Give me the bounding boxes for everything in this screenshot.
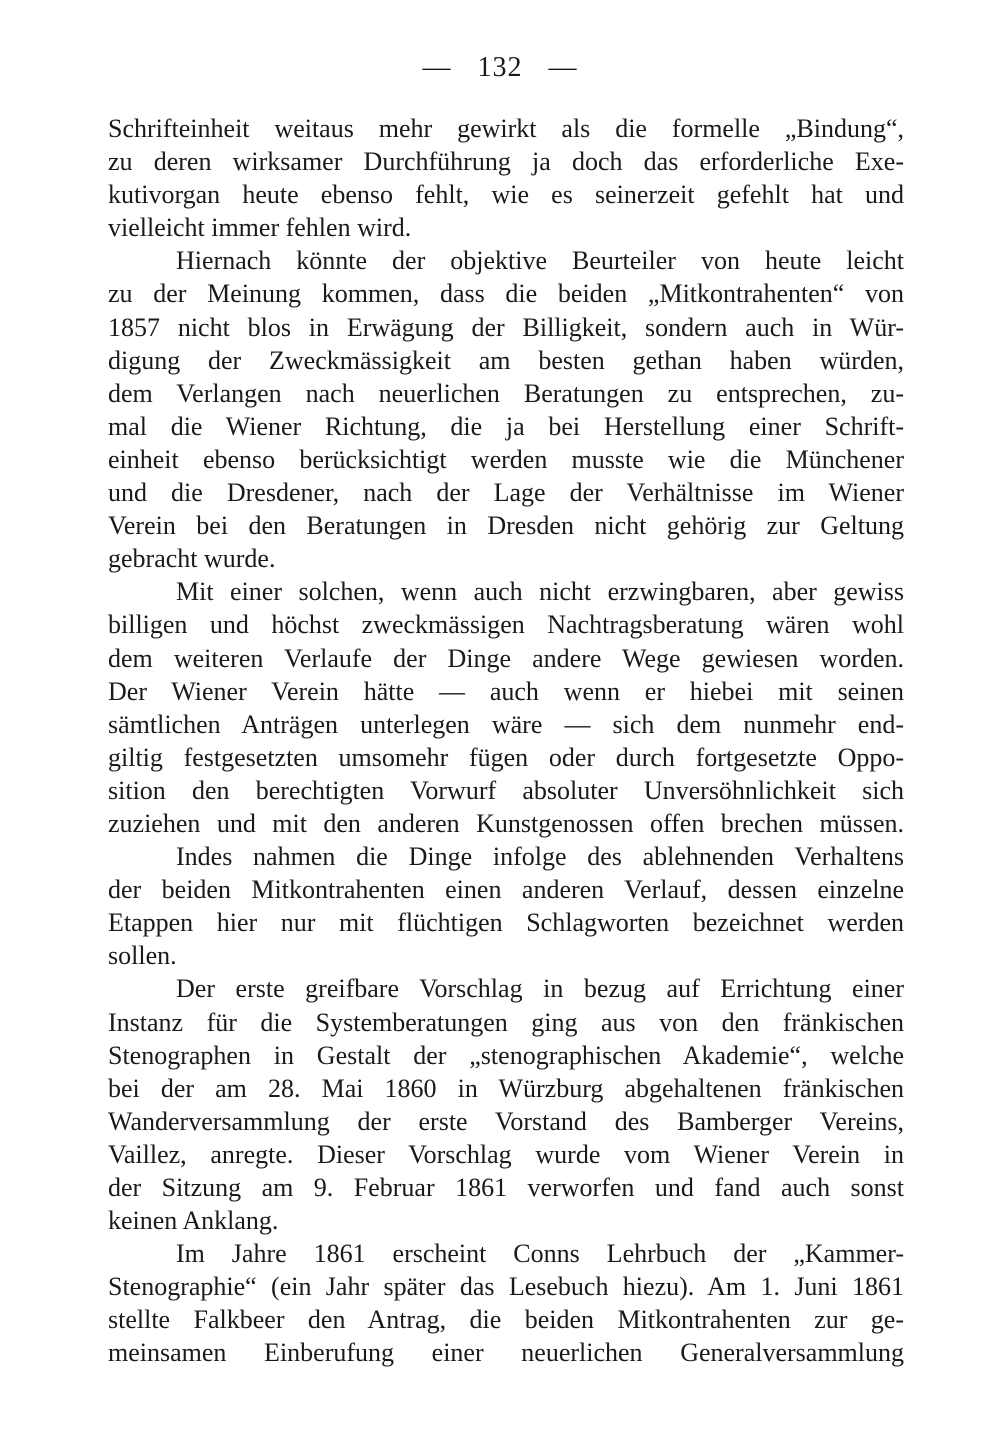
text-line: dem weiteren Verlaufe der Dinge andere Wege gewiesen worden.: [108, 643, 904, 673]
text-line: Der erste greifbare Vorschlag in bezug auf Errichtung einer: [176, 974, 904, 1004]
text-line: Wanderversammlung der erste Vorstand des Bamberger Vereins,: [108, 1106, 904, 1136]
text-line: dem Verlangen nach neuerlichen Beratungen zu entsprechen, zu-: [108, 378, 904, 408]
text-line: zu der Meinung kommen, dass die beiden „Mitkontrahenten“ von: [108, 279, 904, 309]
text-line: keinen Anklang.: [108, 1206, 279, 1236]
text-line: Etappen hier nur mit flüchtigen Schlagworten bezeichnet werden: [108, 908, 904, 938]
text-line: stellte Falkbeer den Antrag, die beiden Mitkontrahenten zur ge-: [108, 1305, 904, 1335]
text-line: vielleicht immer fehlen wird.: [108, 213, 412, 243]
text-line: sollen.: [108, 941, 177, 971]
page-number-value: 132: [477, 52, 523, 83]
text-line: der beiden Mitkontrahenten einen anderen Verlauf, dessen einzelne: [108, 875, 904, 905]
text-line: Der Wiener Verein hätte — auch wenn er hiebei mit seinen: [108, 676, 904, 706]
text-line: 1857 nicht blos in Erwägung der Billigkeit, sondern auch in Wür-: [108, 312, 904, 342]
text-line: zuziehen und mit den anderen Kunstgenossen offen brechen müssen.: [108, 808, 904, 838]
text-line: Instanz für die Systemberatungen ging aus von den fränkischen: [108, 1007, 904, 1037]
text-line: Stenographen in Gestalt der „stenographischen Akademie“, welche: [108, 1040, 904, 1070]
text-line: Verein bei den Beratungen in Dresden nicht gehörig zur Geltung: [108, 511, 904, 541]
text-line: sämtlichen Anträgen unterlegen wäre — sich dem nunmehr end-: [108, 709, 904, 739]
text-line: Indes nahmen die Dinge infolge des ablehnenden Verhaltens: [176, 842, 904, 872]
text-line: Stenographie“ (ein Jahr später das Lesebuch hiezu). Am 1. Juni 1861: [108, 1272, 904, 1302]
text-line: digung der Zweckmässigkeit am besten gethan haben würden,: [108, 345, 904, 375]
text-line: Schrifteinheit weitaus mehr gewirkt als die formelle „Bindung“,: [108, 114, 904, 143]
text-line: Im Jahre 1861 erscheint Conns Lehrbuch der „Kammer-: [176, 1239, 904, 1269]
text-line: meinsamen Einberufung einer neuerlichen Generalversammlung: [108, 1338, 904, 1368]
page-number-dash-right: —: [548, 52, 578, 83]
text-line: zu deren wirksamer Durchführung ja doch das erforderliche Exe-: [108, 147, 904, 177]
text-line: einheit ebenso berücksichtigt werden musste wie die Münchener: [108, 444, 904, 474]
text-line: mal die Wiener Richtung, die ja bei Herstellung einer Schrift-: [108, 411, 904, 441]
text-line: gebracht wurde.: [108, 544, 276, 574]
body-text: [108, 112, 904, 1370]
text-line: bei der am 28. Mai 1860 in Würzburg abgehaltenen fränkischen: [108, 1073, 904, 1103]
text-line: und die Dresdener, nach der Lage der Verhältnisse im Wiener: [108, 478, 904, 508]
page-number: [0, 52, 1000, 84]
text-line: Vaillez, anregte. Dieser Vorschlag wurde vom Wiener Verein in: [108, 1139, 904, 1169]
text-line: sition den berechtigten Vorwurf absoluter Unversöhnlichkeit sich: [108, 775, 904, 805]
text-line: Mit einer solchen, wenn auch nicht erzwingbaren, aber gewiss: [176, 577, 904, 607]
text-line: giltig festgesetzten umsomehr fügen oder durch fortgesetzte Oppo-: [108, 742, 904, 772]
page-number-dash-left: —: [422, 52, 452, 83]
text-line: kutivorgan heute ebenso fehlt, wie es seinerzeit gefehlt hat und: [108, 180, 904, 210]
text-line: der Sitzung am 9. Februar 1861 verworfen und fand auch sonst: [108, 1173, 904, 1202]
text-line: Hiernach könnte der objektive Beurteiler von heute leicht: [176, 246, 904, 276]
text-line: billigen und höchst zweckmässigen Nachtragsberatung wären wohl: [108, 610, 904, 640]
